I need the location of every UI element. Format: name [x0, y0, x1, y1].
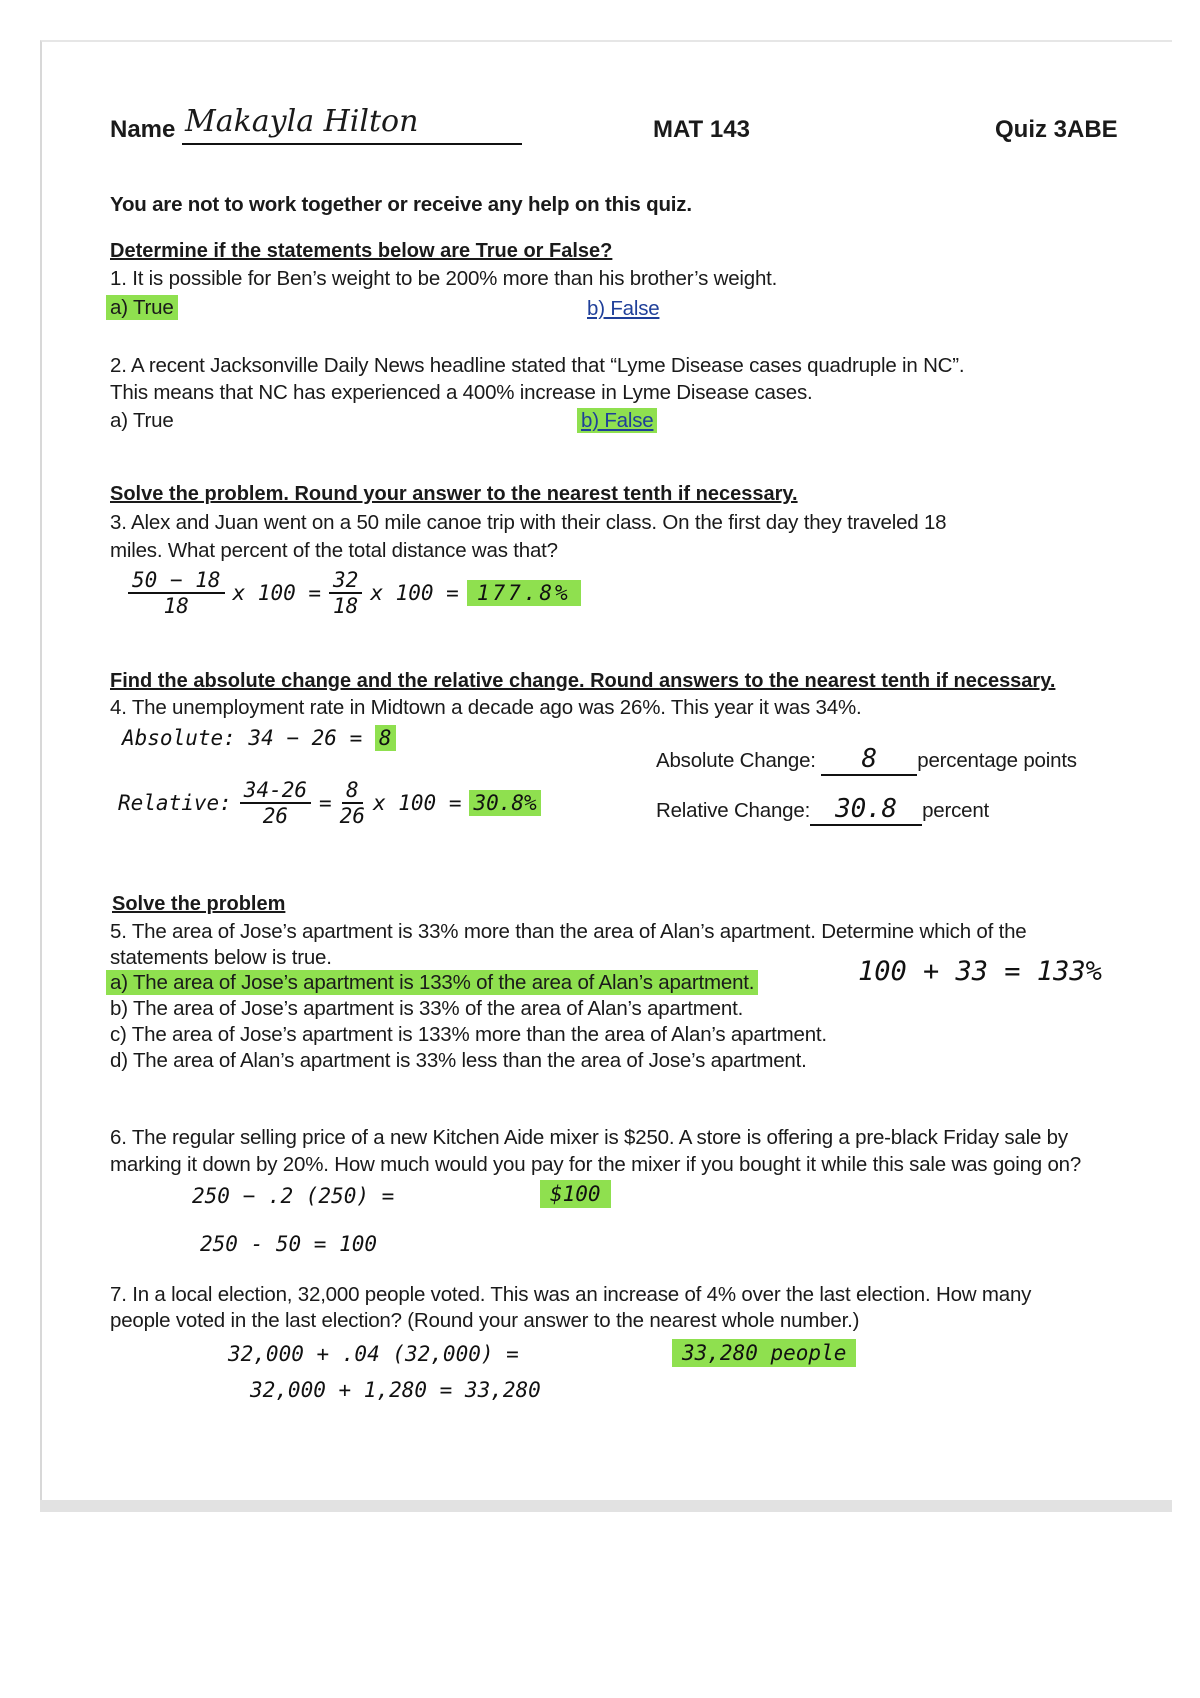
q1-option-a-selected: a) True [106, 295, 178, 320]
section3-heading: Find the absolute change and the relative change. Round answers to the nearest tenth if necessary. [110, 670, 1056, 692]
q3-answer-highlight: 177.8% [467, 580, 581, 606]
course-code: MAT 143 [653, 116, 750, 143]
q5-line2: statements below is true. [110, 946, 332, 969]
q6-work-line2: 250 - 50 = 100 [200, 1232, 378, 1256]
absolute-change-blank: 8 [821, 744, 917, 776]
q7-line2: people voted in the last election? (Round your answer to the nearest whole number.) [110, 1309, 860, 1332]
q2-option-a: a) True [110, 409, 174, 432]
q3-fraction-1: $\frac{50 - 18}{18}$ [128, 568, 225, 618]
q3-handwritten-work: $\frac{50 - 18}{18}$ x 100 = $\frac{32}{18}$ x 100 = 177.8% [128, 568, 581, 618]
relative-change-blank: 30.8 [810, 794, 922, 826]
q6-answer-highlight: $100 [540, 1180, 611, 1208]
q4-text: 4. The unemployment rate in Midtown a decade ago was 26%. This year it was 34%. [110, 696, 862, 719]
q7-answer-highlight: 33,280 people [672, 1339, 856, 1367]
q5-option-d: d) The area of Alan’s apartment is 33% less than the area of Jose’s apartment. [110, 1049, 807, 1072]
q4-relative-fraction-1: $\frac{34-26}{26}$ [240, 778, 311, 828]
instruction-text: You are not to work together or receive any help on this quiz. [110, 193, 692, 216]
q7-work-line1: 32,000 + .04 (32,000) = [228, 1342, 519, 1366]
q6-work-line1: 250 − .2 (250) = [192, 1184, 395, 1208]
name-label: Name [110, 116, 176, 143]
quiz-title: Quiz 3ABE [995, 116, 1118, 143]
q5-handwritten-work: 100 + 33 = 133% [858, 956, 1102, 987]
q4-absolute-work: Absolute: 34 − 26 = 8 [122, 726, 396, 750]
q5-option-b: b) The area of Jose’s apartment is 33% of the area of Alan’s apartment. [110, 997, 744, 1020]
q2-line2: This means that NC has experienced a 400% increase in Lyme Disease cases. [110, 381, 813, 404]
q5-option-c: c) The area of Jose’s apartment is 133% more than the area of Alan’s apartment. [110, 1023, 827, 1046]
q1-text: 1. It is possible for Ben’s weight to be 200% more than his brother’s weight. [110, 267, 778, 290]
page-bottom-edge [40, 1500, 1172, 1512]
q4-relative-answer-highlight: 30.8% [469, 790, 540, 816]
relative-change-row: Relative Change: 30.8 percent [656, 794, 990, 824]
section2-heading: Solve the problem. Round your answer to the nearest tenth if necessary. [110, 483, 798, 505]
q7-line1: 7. In a local election, 32,000 people voted. This was an increase of 4% over the last election. How many [110, 1283, 1032, 1306]
q3-line2: miles. What percent of the total distance was that? [110, 539, 558, 562]
student-name-signature: Makayla Hilton [185, 104, 419, 139]
q4-relative-fraction-2: $\frac{8}{26}$ [339, 778, 365, 828]
q6-line1: 6. The regular selling price of a new Kitchen Aide mixer is $250. A store is offering a pre-black Friday sale by [110, 1126, 1068, 1149]
q1-option-b: b) False [587, 297, 660, 320]
absolute-change-row: Absolute Change: 8 percentage points [656, 744, 1077, 774]
section4-heading: Solve the problem [112, 893, 286, 915]
q4-absolute-answer-highlight: 8 [375, 725, 396, 751]
q3-fraction-2: $\frac{32}{18}$ [329, 568, 362, 618]
section1-heading: Determine if the statements below are True or False? [110, 240, 613, 262]
q5-option-a-selected: a) The area of Jose’s apartment is 133% of the area of Alan’s apartment. [106, 970, 758, 995]
q6-line2: marking it down by 20%. How much would you pay for the mixer if you bought it while this sale was going on? [110, 1153, 1082, 1176]
q5-line1: 5. The area of Jose’s apartment is 33% more than the area of Alan’s apartment. Determine which of the [110, 920, 1027, 943]
name-underline [182, 143, 522, 145]
q2-line1: 2. A recent Jacksonville Daily News headline stated that “Lyme Disease cases quadruple in NC”. [110, 354, 965, 377]
q7-work-line2: 32,000 + 1,280 = 33,280 [250, 1378, 541, 1402]
q2-option-b-selected: b) False [577, 408, 657, 433]
q3-line1: 3. Alex and Juan went on a 50 mile canoe trip with their class. On the first day they traveled 18 [110, 511, 947, 534]
q4-relative-work: Relative: $\frac{34-26}{26}$ = $\frac{8}{26}$ x 100 = 30.8% [118, 778, 541, 828]
